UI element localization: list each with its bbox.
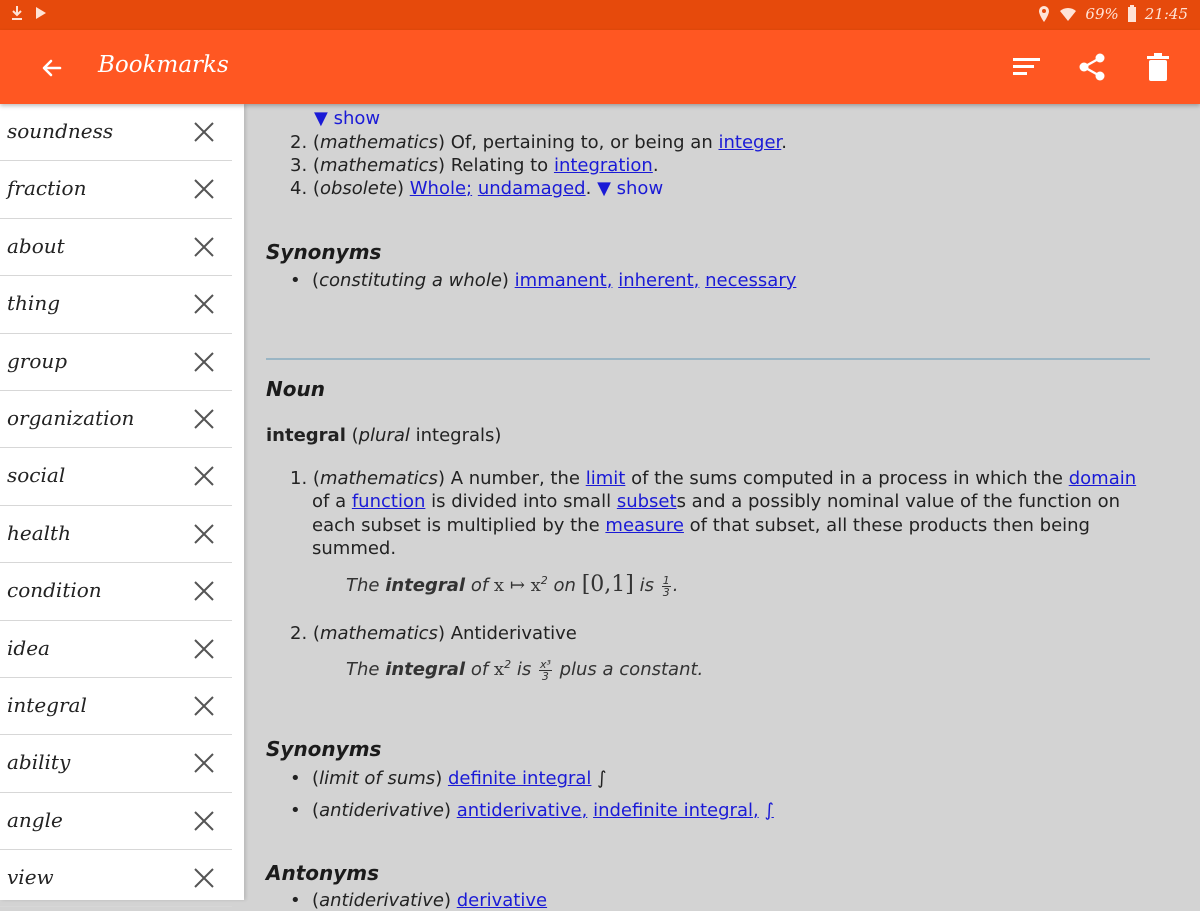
remove-bookmark-icon[interactable]: [192, 407, 216, 431]
remove-bookmark-icon[interactable]: [192, 350, 216, 374]
section-heading: Antonyms: [266, 861, 380, 885]
bookmark-item[interactable]: [0, 506, 232, 563]
download-icon: [10, 5, 24, 21]
section-heading: Noun: [266, 377, 325, 401]
remove-bookmark-icon[interactable]: [192, 809, 216, 833]
definition-link[interactable]: integer: [718, 132, 782, 153]
definition-link[interactable]: limit: [585, 468, 626, 489]
section-heading: Synonyms: [266, 240, 382, 264]
synonym-link[interactable]: indefinite integral: [593, 800, 753, 821]
synonym-item: • (antiderivative) antiderivative, indefinite integral, ∫: [290, 800, 774, 821]
show-toggle[interactable]: ▼ show: [597, 178, 664, 199]
definition-link[interactable]: undamaged: [477, 178, 586, 199]
media-icon: [34, 5, 48, 21]
bookmark-label: angle: [7, 807, 63, 832]
definition-link[interactable]: Whole: [409, 178, 467, 199]
bookmark-item[interactable]: [0, 334, 232, 391]
synonym-link[interactable]: necessary: [705, 270, 797, 291]
share-icon[interactable]: [1076, 51, 1108, 83]
definition-line: summed.: [312, 538, 397, 559]
bookmark-item[interactable]: [0, 735, 232, 792]
definition-link[interactable]: measure: [605, 515, 684, 536]
definition-item: 1. (mathematics) A number, the limit of the sums computed in a process in which the domain: [290, 468, 1137, 489]
bookmark-label: integral: [7, 692, 87, 717]
bookmark-item[interactable]: [0, 621, 232, 678]
status-bar: [0, 0, 1200, 30]
bookmark-item[interactable]: [0, 793, 232, 850]
synonym-item: • (limit of sums) definite integral ∫: [290, 768, 607, 789]
delete-icon[interactable]: [1142, 51, 1174, 83]
bookmark-label: social: [7, 463, 66, 488]
synonym-link[interactable]: inherent: [618, 270, 694, 291]
definition-link[interactable]: domain: [1068, 468, 1137, 489]
synonym-item: • (constituting a whole) immanent, inherent, necessary: [290, 270, 797, 291]
synonym-link[interactable]: antiderivative: [456, 800, 582, 821]
bookmark-item[interactable]: [0, 104, 232, 161]
antonym-link[interactable]: derivative: [456, 890, 548, 911]
battery-percent: 69%: [1085, 5, 1119, 23]
page-title: Bookmarks: [98, 52, 229, 78]
bookmark-label: about: [7, 233, 65, 258]
definition-item: 3. (mathematics) Relating to integration.: [290, 155, 659, 176]
bookmark-item[interactable]: [0, 391, 232, 448]
bookmark-item[interactable]: [0, 219, 232, 276]
wifi-icon: [1059, 6, 1077, 22]
back-arrow-icon[interactable]: [36, 52, 68, 84]
remove-bookmark-icon[interactable]: [192, 464, 216, 488]
definition-line: of a function is divided into small subsets and a possibly nominal value of the function on: [312, 491, 1121, 512]
battery-icon: [1127, 5, 1137, 23]
bookmark-item[interactable]: [0, 563, 232, 620]
bookmark-label: ability: [7, 750, 71, 775]
remove-bookmark-icon[interactable]: [192, 120, 216, 144]
definition-link[interactable]: function: [351, 491, 426, 512]
bookmark-label: fraction: [7, 176, 87, 201]
bookmark-label: thing: [7, 291, 60, 316]
section-divider: [266, 358, 1150, 360]
remove-bookmark-icon[interactable]: [192, 579, 216, 603]
definition-line: each subset is multiplied by the measure of that subset, all these products then being: [312, 515, 1090, 536]
bookmark-label: soundness: [7, 119, 114, 143]
remove-bookmark-icon[interactable]: [192, 866, 216, 890]
bookmark-label: group: [7, 348, 68, 373]
remove-bookmark-icon[interactable]: [192, 292, 216, 316]
bookmark-label: condition: [7, 578, 102, 603]
bookmark-label: view: [7, 865, 54, 890]
bookmark-item[interactable]: [0, 678, 232, 735]
remove-bookmark-icon[interactable]: [192, 637, 216, 661]
bookmarks-list: [0, 104, 244, 900]
bookmark-label: idea: [7, 635, 50, 660]
bookmark-label: organization: [7, 405, 135, 430]
usage-example: The integral of x ↦ $x^2$ on [0,1] is $\frac{1}{3}$ .: [346, 572, 679, 599]
remove-bookmark-icon[interactable]: [192, 177, 216, 201]
usage-example: The integral of $x^2$ is $\frac{\text{x³}}{3}$ plus a constant.: [346, 657, 704, 683]
definition-item: 2. (mathematics) Antiderivative: [290, 623, 577, 644]
location-icon: [1037, 5, 1051, 23]
bookmark-item[interactable]: [0, 161, 232, 218]
show-toggle[interactable]: ▼ show: [314, 108, 381, 129]
synonym-link[interactable]: immanent: [514, 270, 607, 291]
headword-line: integral (plural integrals): [266, 425, 502, 446]
clock: 21:45: [1144, 5, 1188, 23]
definition-link[interactable]: integration: [553, 155, 653, 176]
antonym-item: • (antiderivative) derivative: [290, 890, 548, 911]
synonym-link[interactable]: definite integral: [447, 768, 592, 789]
remove-bookmark-icon[interactable]: [192, 522, 216, 546]
app-bar: [0, 30, 1200, 104]
definition-item: 4. (obsolete) Whole; undamaged. ▼ show: [290, 178, 664, 199]
definition-item: 2. (mathematics) Of, pertaining to, or being an integer.: [290, 132, 788, 153]
remove-bookmark-icon[interactable]: [192, 235, 216, 259]
bookmark-item[interactable]: [0, 850, 232, 907]
section-heading: Synonyms: [266, 737, 382, 761]
sort-icon[interactable]: [1010, 51, 1042, 83]
definition-content: [244, 104, 1200, 911]
bookmark-item[interactable]: [0, 276, 232, 333]
remove-bookmark-icon[interactable]: [192, 751, 216, 775]
bookmark-label: health: [7, 520, 71, 545]
bookmark-item[interactable]: [0, 448, 232, 505]
definition-link[interactable]: subset: [616, 491, 677, 512]
remove-bookmark-icon[interactable]: [192, 694, 216, 718]
